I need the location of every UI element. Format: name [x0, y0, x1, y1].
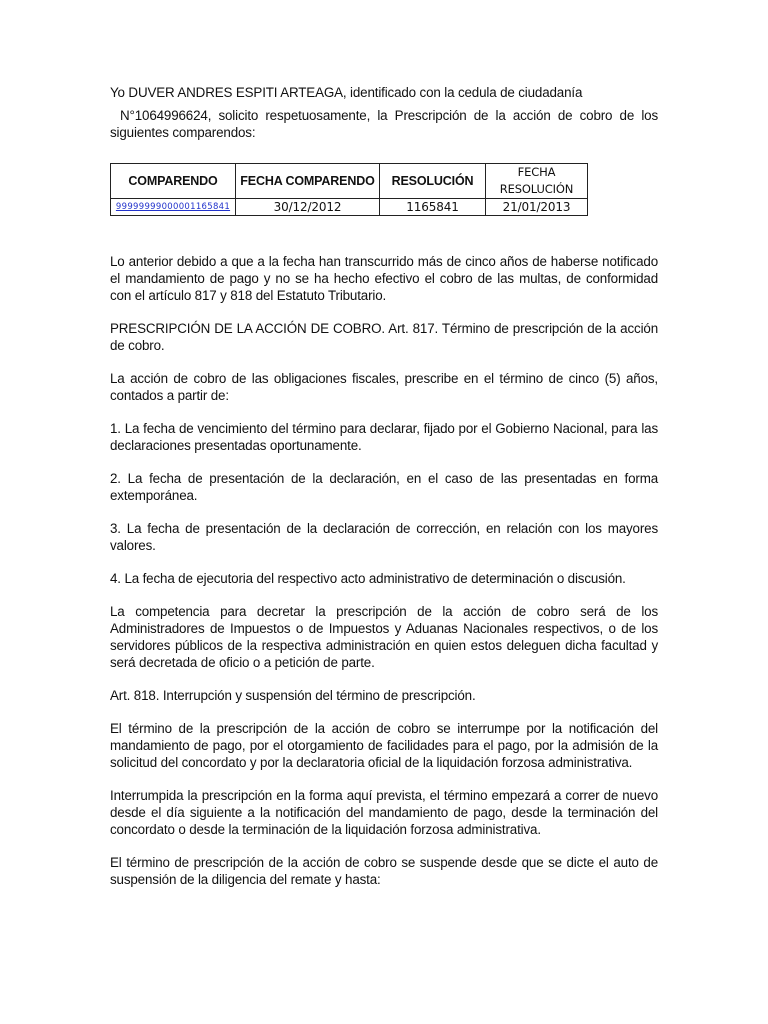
header-resolucion: RESOLUCIÓN [380, 164, 486, 199]
list-item: 1. La fecha de vencimiento del término para declarar, fijado por el Gobierno Nacional, para las declaraciones presentadas oportunamente. [110, 421, 658, 453]
document-body [110, 84, 658, 904]
paragraph: La acción de cobro de las obligaciones fiscales, prescribe en el término de cinco (5) años, contados a partir de: [110, 371, 658, 403]
intro-line: Yo DUVER ANDRES ESPITI ARTEAGA, identificado con la cedula de ciudadanía [110, 85, 583, 100]
paragraph: El término de la prescripción de la acción de cobro se interrumpe por la notificación del mandamiento de pago, por el otorgamiento de facilidades para el pago, por la admisión de la solicitud del concordato y por la declaratoria oficial de la liquidación forzosa administrativa. [110, 721, 658, 770]
list-item: 2. La fecha de presentación de la declaración, en el caso de las presentadas en forma extemporánea. [110, 471, 658, 503]
header-comparendo: COMPARENDO [111, 164, 236, 199]
header-fecha-comparendo: FECHA COMPARENDO [236, 164, 380, 199]
resolucion-cell: 1165841 [380, 199, 486, 216]
paragraph: Interrumpida la prescripción en la forma aquí prevista, el término empezará a correr de nuevo desde el día siguiente a la notificación del mandamiento de pago, desde la terminación del concordato o desde la terminación de la liquidación forzosa administrativa. [110, 788, 658, 837]
paragraph: El término de prescripción de la acción de cobro se suspende desde que se dicte el auto de suspensión de la diligencia del remate y hasta: [110, 855, 658, 887]
paragraph: Lo anterior debido a que a la fecha han transcurrido más de cinco años de haberse notificado el mandamiento de pago y no se ha hecho efectivo el cobro de las multas, de conformidad con el artículo 817 y 818 del Estatuto Tributario. [110, 254, 658, 303]
table-header-row [111, 164, 588, 199]
fecha-comparendo-cell: 30/12/2012 [236, 199, 380, 216]
table-row [111, 199, 588, 216]
header-fecha-resolucion: FECHA RESOLUCIÓN [486, 164, 588, 199]
section-heading-art-818: Art. 818. Interrupción y suspensión del término de prescripción. [110, 688, 476, 703]
comparendos-table [110, 163, 588, 216]
section-heading-art-817: PRESCRIPCIÓN DE LA ACCIÓN DE COBRO. Art. 817. Término de prescripción de la acción de cobro. [110, 321, 658, 353]
list-item: 4. La fecha de ejecutoria del respectivo acto administrativo de determinación o discusión. [110, 571, 626, 586]
comparendo-link[interactable]: 99999999000001165841 [111, 199, 236, 216]
paragraph: La competencia para decretar la prescripción de la acción de cobro será de los Administradores de Impuestos o de Impuestos y Aduanas Nacionales respectivos, o de los servidores públicos de la respectiva administración en quien estos deleguen dicha facultad y será decretada de oficio o a petición de parte. [110, 604, 658, 670]
request-paragraph: N°1064996624, solicito respetuosamente, la Prescripción de la acción de cobro de los siguientes comparendos: [110, 108, 658, 140]
list-item: 3. La fecha de presentación de la declaración de corrección, en relación con los mayores valores. [110, 521, 658, 553]
fecha-resolucion-cell: 21/01/2013 [486, 199, 588, 216]
